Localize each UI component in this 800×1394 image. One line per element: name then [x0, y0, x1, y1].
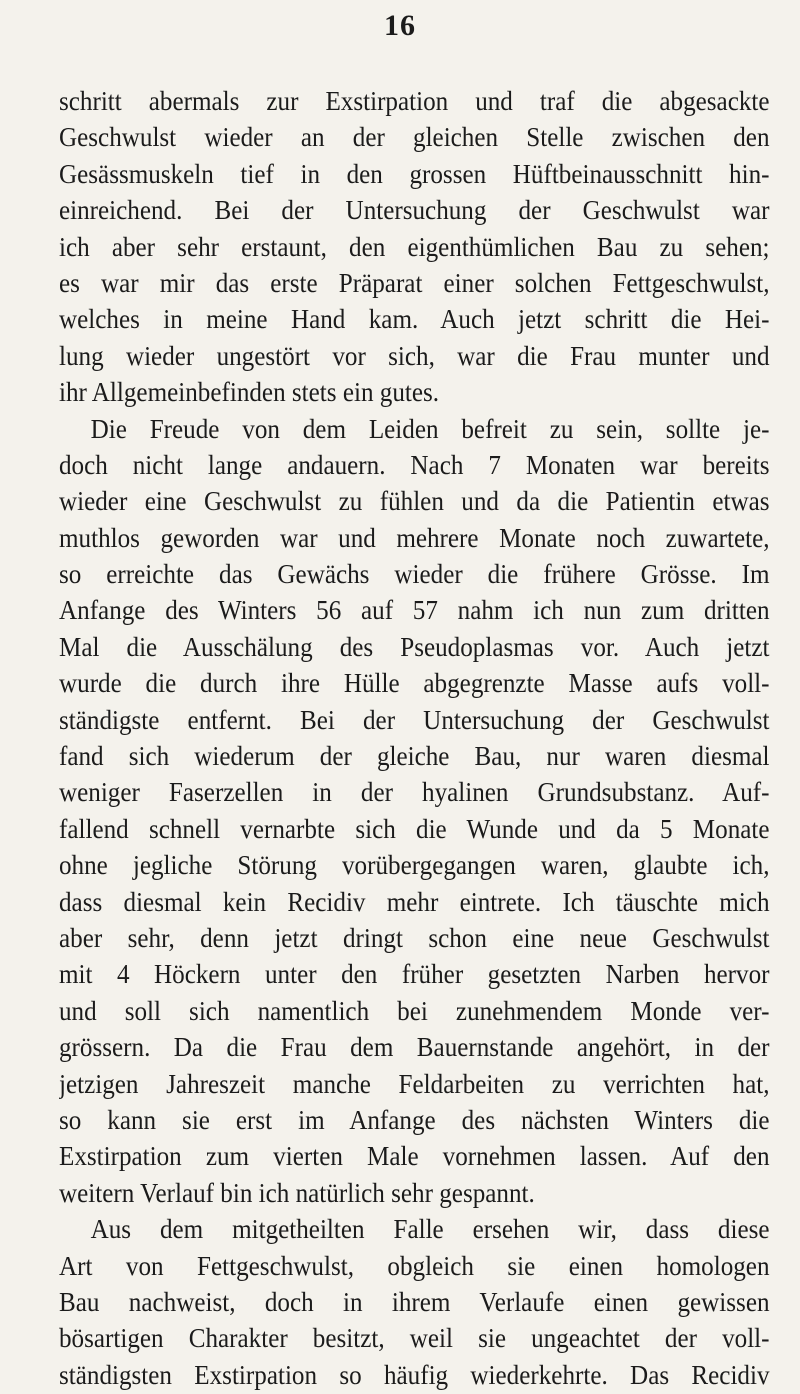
text-line: jetzigen Jahreszeit manche Feldarbeiten zu verrichten hat, — [59, 1068, 770, 1099]
text-line: ständigsten Exstirpation so häufig wiederkehrte. Das Recidiv — [59, 1359, 770, 1390]
text-line: Exstirpation zum vierten Male vornehmen lassen. Auf den — [59, 1141, 770, 1172]
text-line: Gesässmuskeln tief in den grossen Hüftbeinausschnitt hin- — [59, 158, 770, 189]
text-line: weniger Faserzellen in der hyalinen Grundsubstanz. Auf- — [59, 777, 770, 808]
text-line: Bau nachweist, doch in ihrem Verlaufe einen gewissen — [59, 1286, 770, 1317]
text-line: lung wieder ungestört vor sich, war die Frau munter und — [59, 340, 770, 371]
text-line: Geschwulst wieder an der gleichen Stelle zwischen den — [59, 122, 770, 153]
text-line: ohne jegliche Störung vorübergegangen waren, glaubte ich, — [59, 850, 770, 881]
text-line: Art von Fettgeschwulst, obgleich sie einen homologen — [59, 1250, 770, 1281]
text-line: mit 4 Höckern unter den früher gesetzten Narben hervor — [59, 959, 770, 990]
text-line: muthlos geworden war und mehrere Monate noch zuwartete, — [59, 522, 770, 553]
text-line: Mal die Ausschälung des Pseudoplasmas vor. Auch jetzt — [59, 631, 770, 662]
text-line: fand sich wiederum der gleiche Bau, nur waren diesmal — [59, 741, 770, 772]
text-line: aber sehr, denn jetzt dringt schon eine neue Geschwulst — [59, 922, 770, 953]
text-line: fallend schnell vernarbte sich die Wunde und da 5 Monate — [59, 813, 770, 844]
text-line: ich aber sehr erstaunt, den eigenthümlichen Bau zu sehen; — [59, 231, 770, 262]
text-line: grössern. Da die Frau dem Bauernstande angehört, in der — [59, 1032, 770, 1063]
text-line: wieder eine Geschwulst zu fühlen und da die Patientin etwas — [59, 486, 770, 517]
text-line: ständigste entfernt. Bei der Untersuchung der Geschwulst — [59, 704, 770, 735]
text-line: es war mir das erste Präparat einer solchen Fettgeschwulst, — [59, 267, 770, 298]
text-line: doch nicht lange andauern. Nach 7 Monaten war bereits — [59, 449, 770, 480]
text-line: Anfange des Winters 56 auf 57 nahm ich nun zum dritten — [59, 595, 770, 626]
text-line: welches in meine Hand kam. Auch jetzt schritt die Hei- — [59, 304, 770, 335]
text-line: ihr Allgemeinbefinden stets ein gutes. — [59, 377, 440, 408]
body-text — [59, 83, 769, 1393]
text-line: einreichend. Bei der Untersuchung der Geschwulst war — [59, 195, 770, 226]
text-line: wurde die durch ihre Hülle abgegrenzte Masse aufs voll- — [59, 668, 770, 699]
text-line: weitern Verlauf bin ich natürlich sehr gespannt. — [59, 1177, 535, 1208]
text-line: so kann sie erst im Anfange des nächsten Winters die — [59, 1104, 770, 1135]
text-line: bösartigen Charakter besitzt, weil sie ungeachtet der voll- — [59, 1323, 770, 1354]
page-number: 16 — [384, 9, 416, 42]
text-line: und soll sich namentlich bei zunehmendem Monde ver- — [59, 995, 770, 1026]
text-line: so erreichte das Gewächs wieder die frühere Grösse. Im — [59, 559, 770, 590]
text-line: schritt abermals zur Exstirpation und traf die abgesackte — [59, 86, 770, 116]
text-line: Die Freude von dem Leiden befreit zu sein, sollte je- — [90, 413, 770, 444]
text-line: Aus dem mitgetheilten Falle ersehen wir, dass diese — [90, 1214, 770, 1245]
text-line: dass diesmal kein Recidiv mehr eintrete. Ich täuschte mich — [59, 886, 770, 917]
